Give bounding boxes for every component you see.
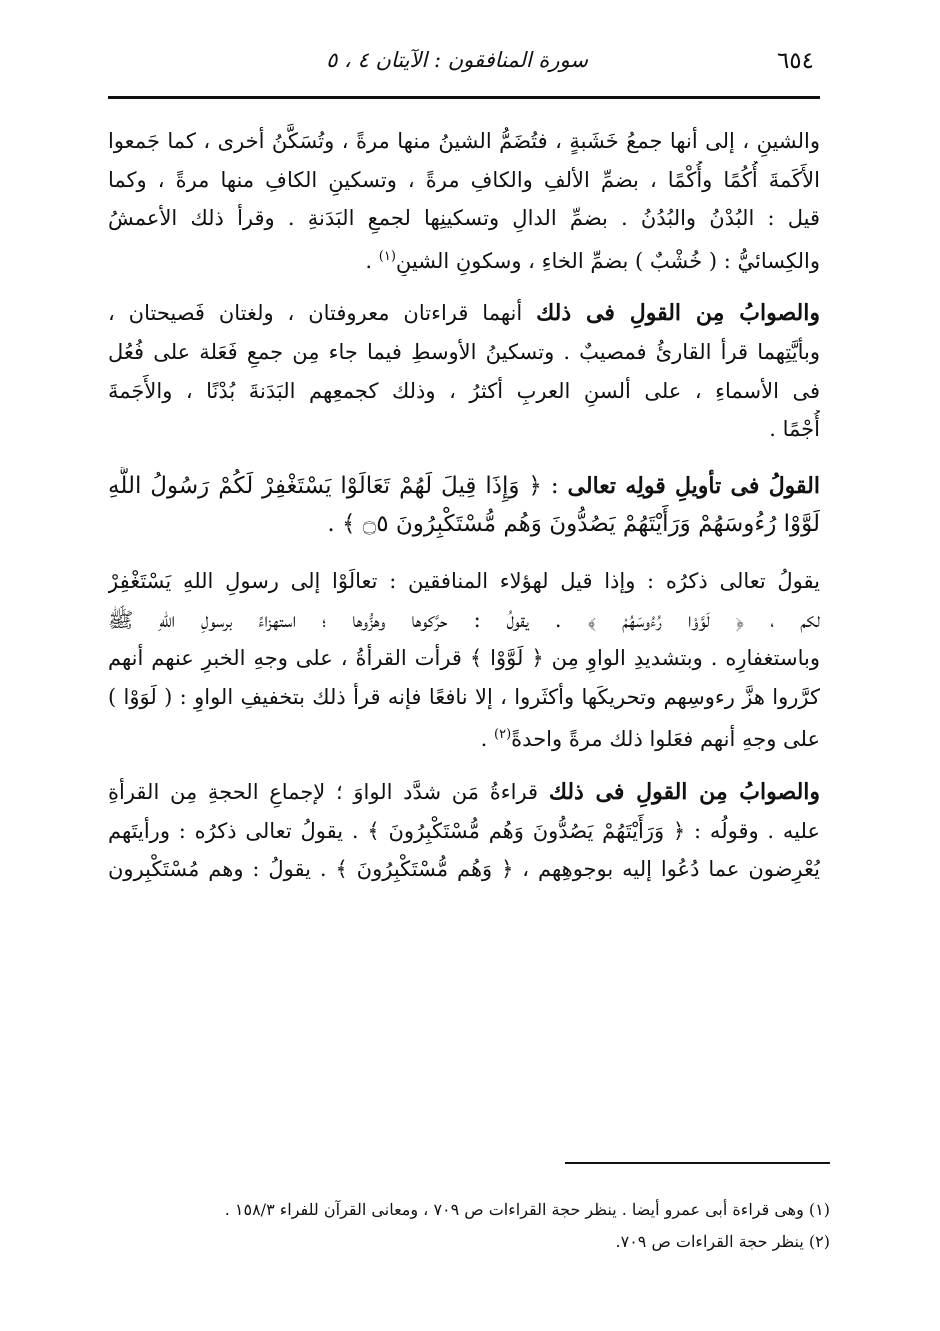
bold-heading: والصوابُ مِن القولِ فى ذلك <box>536 300 820 327</box>
text-line: عليه . وقولُه : ﴿ وَرَأَيْتَهُمْ يَصُدُّونَ وَهُم مُّسْتَكْبِرُونَ ﴾ . يقولُ تعالى ذكرُه : ورأيتَهم <box>108 818 820 843</box>
text-line: لكم ، ﴿ لَوَّوْا رُءُوسَهُمْ ﴾ . يقولُ : حرَّكوها وهزُّوها ؛ استهزاءً برسولِ اللهِ ﷺ <box>108 607 820 632</box>
text-line: الأَكَمةَ أُكُمًا وأُكْمًا ، بضمِّ الألفِ والكافِ مرةً ، وتسكينِ الكافِ منها مرةً ، وكما <box>108 167 820 192</box>
footnote-1: (١) وهى قراءة أبى عمرو أيضا . ينظر حجة القراءات ص ٧٠٩ ، ومعانى القرآن للفراء ١٥٨/٣ . <box>224 1200 830 1219</box>
main-text <box>108 122 820 889</box>
text-line: وبأيَّتِهما قرأ القارئُ فمصيبٌ . وتسكينُ الأوسطِ فيما جاء مِن جمعِ فَعَلة على فُعُل <box>108 339 820 364</box>
running-header <box>108 48 820 80</box>
footnotes <box>108 1194 830 1258</box>
text-line: فى الأسماءِ ، على ألسنِ العربِ أكثرُ ، وذلك كجمعِهم البَدَنةَ بُدْنًا ، والأَجَمةَ <box>108 378 820 403</box>
text-line: لَوَّوْا رُءُوسَهُمْ وَرَأَيْتَهُمْ يَصُدُّونَ وَهُم مُّسْتَكْبِرُونَ ۝٥ ﴾ . <box>327 511 820 538</box>
text-line: يُعْرِضون عما دُعُوا إليه بوجوهِهم ، ﴿ وَهُم مُّسْتَكْبِرُونَ ﴾ . يقولُ : وهم مُسْتَكْبِرون <box>108 857 820 882</box>
footnote-ref: (٢) <box>494 727 512 743</box>
text-line: كرَّروا هزَّ رءوسِهم وتحريكَها وأكثَروا ، إلا نافعًا فإنه قرأ ذلك بتخفيفِ الواوِ : ( لَوَوْا ) <box>108 684 820 709</box>
header-rule <box>108 96 820 99</box>
footnote-2: (٢) ينظر حجة القراءات ص ٧٠٩. <box>615 1232 830 1251</box>
footnote-rule <box>565 1162 830 1164</box>
footnote-ref: (١) <box>378 248 396 264</box>
text-line: والشينِ ، إلى أنها جمعُ خَشَبةٍ ، فتُضَمُّ الشينُ منها مرةً ، وتُسَكَّنُ أخرى ، كما جَمعوا <box>108 129 820 153</box>
text-line: وباستغفارِه . وبتشديدِ الواوِ مِن ﴿ لَوَّوْا ﴾ قرأت القرأةُ ، على وجهِ الخبرِ عنهم أنهم <box>108 646 820 671</box>
text-line: على وجهِ أنهم فعَلوا ذلك مرةً واحدةً$^{(٢)}$ . <box>480 727 820 752</box>
text-line: قيل : البُدْنُ والبُدُنُ . بضمِّ الدالِ وتسكينِها لجمعِ البَدَنةِ . وقرأ ذلك الأعمشُ <box>108 206 820 231</box>
bold-heading: القولُ فى تأويلِ قولِه تعالى <box>567 472 820 499</box>
page-number: ٦٥٤ <box>776 48 814 74</box>
surah-title: سورة المنافقون : الآيتان ٤ ، ٥ <box>326 48 588 72</box>
text-line: والصوابُ مِن القولِ فى ذلك أنهما قراءتان معروفتان ، ولغتان فَصيحتان ، <box>108 300 820 327</box>
text-line: أُجْمًا . <box>769 417 820 442</box>
bold-heading: والصوابُ مِن القولِ فى ذلك <box>548 778 820 805</box>
text-line: والكِسائيُّ : ( خُشْبٌ ) بضمِّ الخاءِ ، وسكونِ الشينِ$^{(١)}$ . <box>365 248 820 273</box>
text-line: والصوابُ مِن القولِ فى ذلك قراءةُ مَن شدَّد الواوَ ؛ لإجماعِ الحجةِ مِن القرأةِ <box>108 778 820 805</box>
text-line: القولُ فى تأويلِ قولِه تعالى : ﴿ وَإِذَا قِيلَ لَهُمْ تَعَالَوْا يَسْتَغْفِرْ لَكُمْ رَسُولُ اللَّهِ <box>108 472 820 499</box>
text-line: يقولُ تعالى ذكرُه : وإذا قيل لهؤلاء المنافقين : تعالَوْا إلى رسولِ اللهِ يَسْتَغْفِرْ <box>108 568 820 593</box>
